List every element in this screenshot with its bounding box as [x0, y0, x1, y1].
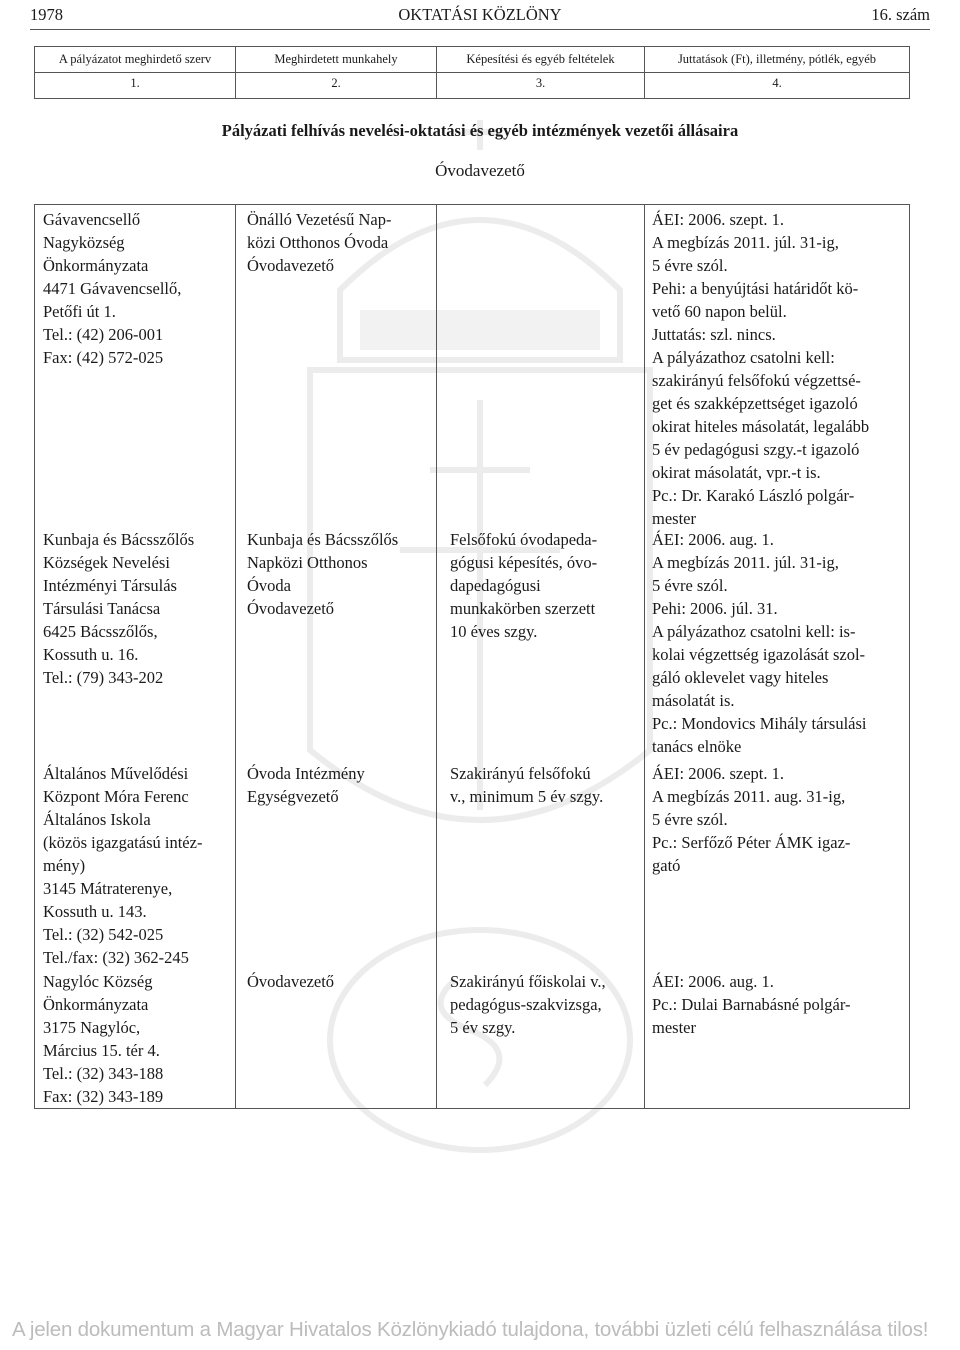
- column-number: 2.: [331, 76, 341, 90]
- column-header-1: [35, 47, 235, 98]
- column-divider: [644, 205, 645, 1108]
- benefits-cell: ÁEI: 2006. aug. 1. A megbízás 2011. júl. 31-ig, 5 évre szól. Pehi: 2006. júl. 31. A pályázathoz csatolni kell: is- kolai végzettség igazolását szol- gáló oklevelet vagy hiteles másolatát is. Pc.: Mondovics Mihály társulási tanács elnöke: [652, 530, 867, 756]
- column-number: 4.: [772, 76, 782, 90]
- advertiser-cell: Kunbaja és Bácsszőlős Községek Nevelési Intézményi Társulás Társulási Tanácsa 6425 Bácsszőlős, Kossuth u. 16. Tel.: (79) 343-202: [43, 530, 195, 687]
- section-title: Pályázati felhívás nevelési-oktatási és egyéb intézmények vezetői állásaira: [221, 121, 739, 140]
- benefits-cell: ÁEI: 2006. aug. 1. Pc.: Dulai Barnabásné polgár- mester: [652, 972, 851, 1037]
- issue-number: 16. szám: [871, 5, 930, 24]
- column-label: Képesítési és egyéb feltételek: [466, 52, 615, 66]
- column-label: Juttatások (Ft), illetmény, pótlék, egyéb: [677, 52, 877, 66]
- benefits-cell: ÁEI: 2006. szept. 1. A megbízás 2011. júl. 31-ig, 5 évre szól. Pehi: a benyújtási határidőt kö- vető 60 napon belül. Juttatás: szl. nincs. A pályázathoz csatolni kell: szakirányú felsőfokú végzettsé- get és szakképzettséget igazoló okirat hiteles másolatát, legalább 5 év pedagógusi szgy.-t igazoló okirat másolatát, vpr.-t is. Pc.: Dr. Karakó László polgár- mester: [652, 210, 870, 528]
- requirements-cell: Szakirányú felsőfokú v., minimum 5 év szgy.: [450, 764, 604, 806]
- column-number: 1.: [130, 76, 140, 90]
- advertiser-cell: Általános Művelődési Központ Móra Ferenc Általános Iskola (közös igazgatású intéz- mény) 3145 Mátraterenye, Kossuth u. 143. Tel.: (32) 542-025 Tel./fax: (32) 362-245: [43, 764, 203, 967]
- column-number: 3.: [535, 76, 546, 90]
- column-label: A pályázatot meghirdető szerv: [58, 52, 212, 66]
- workplace-cell: Kunbaja és Bácsszőlős Napközi Otthonos Óvoda Óvodavezető: [247, 530, 399, 618]
- requirements-cell: Felsőfokú óvodapeda- gógusi képesítés, óvo- dapedagógusi munkakörben szerzett 10 éves szgy.: [450, 530, 598, 641]
- benefits-cell: ÁEI: 2006. szept. 1. A megbízás 2011. aug. 31-ig, 5 évre szól. Pc.: Serfőző Péter ÁMK igaz- gató: [652, 764, 851, 875]
- column-header-table: [34, 46, 910, 99]
- subsection-title: Óvodavezető: [435, 161, 525, 180]
- workplace-cell: Óvoda Intézmény Egységvezető: [247, 764, 365, 806]
- column-header-4: [645, 47, 909, 98]
- column-header-3: [437, 47, 644, 98]
- advertiser-cell: Gávavencsellő Nagyközség Önkormányzata 4471 Gávavencsellő, Petőfi út 1. Tel.: (42) 206-001 Fax: (42) 572-025: [43, 210, 182, 367]
- ownership-notice: A jelen dokumentum a Magyar Hivatalos Közlönykiadó tulajdona, további üzleti célú felhasználása tilos!: [12, 1318, 929, 1341]
- page-number: 1978: [30, 5, 63, 24]
- page-header: [30, 3, 930, 30]
- advertiser-cell: Nagylóc Község Önkormányzata 3175 Nagylóc, Március 15. tér 4. Tel.: (32) 343-188 Fax: (32) 343-189: [43, 972, 164, 1106]
- journal-title: OKTATÁSI KÖZLÖNY: [398, 5, 562, 24]
- column-label: Meghirdetett munkahely: [274, 52, 398, 66]
- workplace-cell: Óvodavezető: [247, 972, 335, 991]
- column-divider: [235, 205, 236, 1108]
- column-header-2: [236, 47, 436, 98]
- workplace-cell: Önálló Vezetésű Nap- közi Otthonos Óvoda Óvodavezető: [247, 210, 392, 275]
- requirements-cell: Szakirányú főiskolai v., pedagógus-szakvizsga, 5 év szgy.: [450, 972, 606, 1037]
